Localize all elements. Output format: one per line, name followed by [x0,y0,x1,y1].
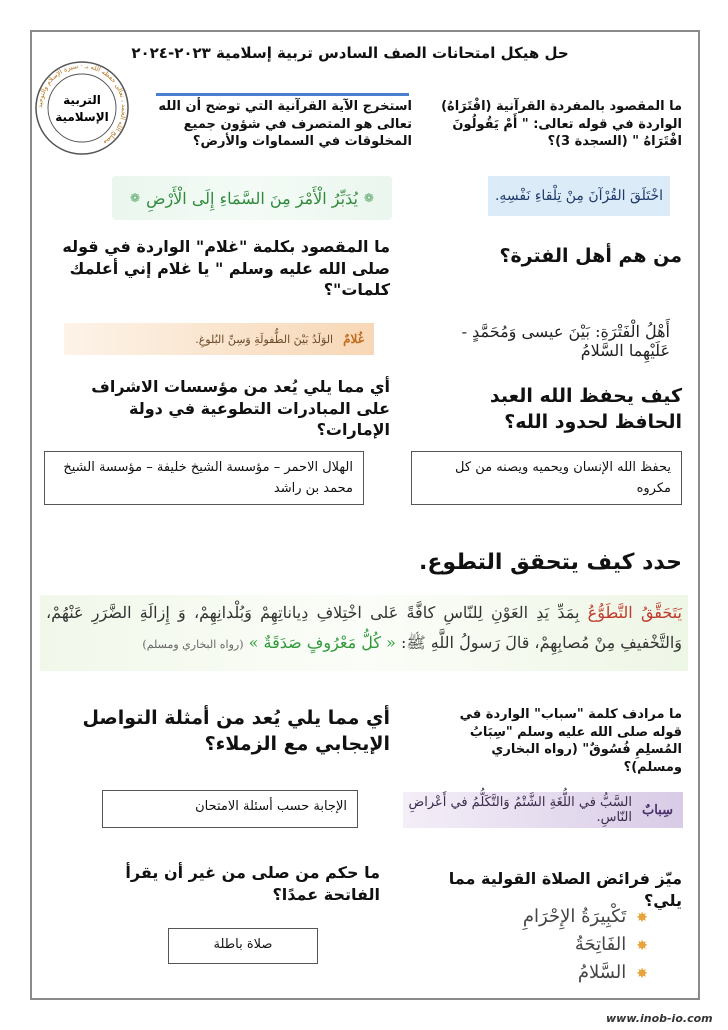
q10-question: ميّز فرائض الصلاة القولية مما يلي؟ [448,869,682,910]
q6-answer: الهلال الاحمر – مؤسسة الشيخ خليفة – مؤسسة الشيخ محمد بن راشد [44,451,364,505]
blue-rule [156,93,409,96]
q5-answer: يحفظ الله الإنسان ويحميه ويصنه من كل مكروه [411,451,682,505]
q9-question: أي مما يلي يُعد من أمثلة التواصل الإيجابي مع الزملاء؟ [82,707,390,755]
star-bullet-icon: ✸ [636,938,648,954]
q3-question: من هم أهل الفترة؟ [499,245,682,267]
seal-line-1: التربية [63,93,101,107]
q4-term: غُلامٌ [343,332,364,346]
q4-answer: الوَلَدُ بَيْنَ الطُّفولَةِ وَسِنِّ البُلوغِ. [195,332,334,346]
q2-answer: يُدَبِّرُ الْأَمْرَ مِنَ السَّمَاءِ إِلَى الْأَرْضِ [146,188,358,208]
q8-term: سِبابٌ [641,802,673,818]
seal-ring-text: مصلح الله الحمد ، تعالى حفظه الله بـ · سيرة الإسلام والتوحيد [35,61,129,147]
q8-answer: السَّبُّ في اللُّغَةِ الشَّتْمُ وَالتَّكَلُّمُ في أَعْراضِ النّاسِ. [408,795,632,825]
q7-source: (رواه البخاري ومسلم) [142,638,244,652]
q5-question: كيف يحفظ الله العبد الحافظ لحدود الله؟ [489,385,682,433]
star-bullet-icon: ✸ [636,966,648,982]
q1-answer-box [488,176,670,216]
q2-ayah-box [112,176,392,220]
seal-line-2: الإسلامية [55,110,109,124]
q7-answer-body: بِمَدِّ يَدِ العَوْنِ لِلنّاسِ كافَّةً عَلى اخْتِلافِ دِياناتِهِمْ وَبُلْدانِهِمْ، وَ إِزالَةِ الضَّرَرِ عَنْهُمْ، وَالتَّخْفيفِ مِنْ مُصابِهِمْ، قالَ رَسولُ اللَّهِ ﷺ: [46,603,682,653]
q6-question: أي مما يلي يُعد من مؤسسات الاشراف على المبادرات التطوعية في دولة الإمارات؟ [91,377,390,440]
q2-question: استخرج الآية القرآنية التي توضح أن الله تعالى هو المتصرف في شؤون جميع المخلوقات في السماوات والأرض؟ [158,99,412,150]
q11-question: ما حكم من صلى من غير أن يقرأ الفاتحة عمدًا؟ [125,863,380,904]
q4-answer-box [64,323,374,355]
q11-answer: صلاة باطلة [168,928,318,964]
q3-answer: أَهْلُ الْفَتْرَةِ: بَيْنَ عيسى وَمُحَمَّدٍ - عَلَيْهِما السَّلامُ [461,322,670,360]
q1-question: ما المقصود بالمفردة القرآنية (افْتَرَاهُ) الواردة في قوله تعالى: " أَمْ يَقُولُونَ افْتَرَاهُ " (السجدة 3)؟ [441,99,682,150]
q10-item: ✸السَّلامُ [577,962,648,983]
q9-answer: الإجابة حسب أسئلة الامتحان [102,790,358,828]
q1-answer: اخْتَلَقَ القُرْآنَ مِنْ تِلْقاءِ نَفْسِهِ. [494,188,664,204]
q10-item: ✸تَكْبِيرَةُ الإِحْرَامِ [522,906,648,927]
islamic-education-seal [34,60,130,156]
page-title: حل هيكل امتحانات الصف السادس تربية إسلامية ٢٠٢٣-٢٠٢٤ [131,44,569,62]
q8-answer-box [403,792,683,828]
q7-answer [46,598,682,659]
q7-answer-lead: يَتَحَقَّقُ التَّطَوُّعُ [587,603,682,622]
ayah-ornament-icon: ❁ [363,191,374,205]
ayah-ornament-icon: ❁ [130,191,141,205]
q10-item: ✸الفَاتِحَةُ [574,934,648,955]
q8-question: ما مرادف كلمة "سباب" الواردة في قوله صلى الله عليه وسلم "سِبَابُ المُسلِمِ فُسُوقٌ" (رواه البخاري ومسلم)؟ [459,707,682,775]
star-bullet-icon: ✸ [636,910,648,926]
q7-hadith: « كُلُّ مَعْرُوفٍ صَدَقَةٌ » [248,633,396,653]
footer-url[interactable]: www.inob-io.com [606,1012,713,1025]
q7-question: حدد كيف يتحقق التطوع. [419,550,682,575]
q4-question: ما المقصود بكلمة "غلام" الواردة في قوله صلى الله عليه وسلم " يا غلام إني أعلمك كلمات"؟ [62,237,390,300]
